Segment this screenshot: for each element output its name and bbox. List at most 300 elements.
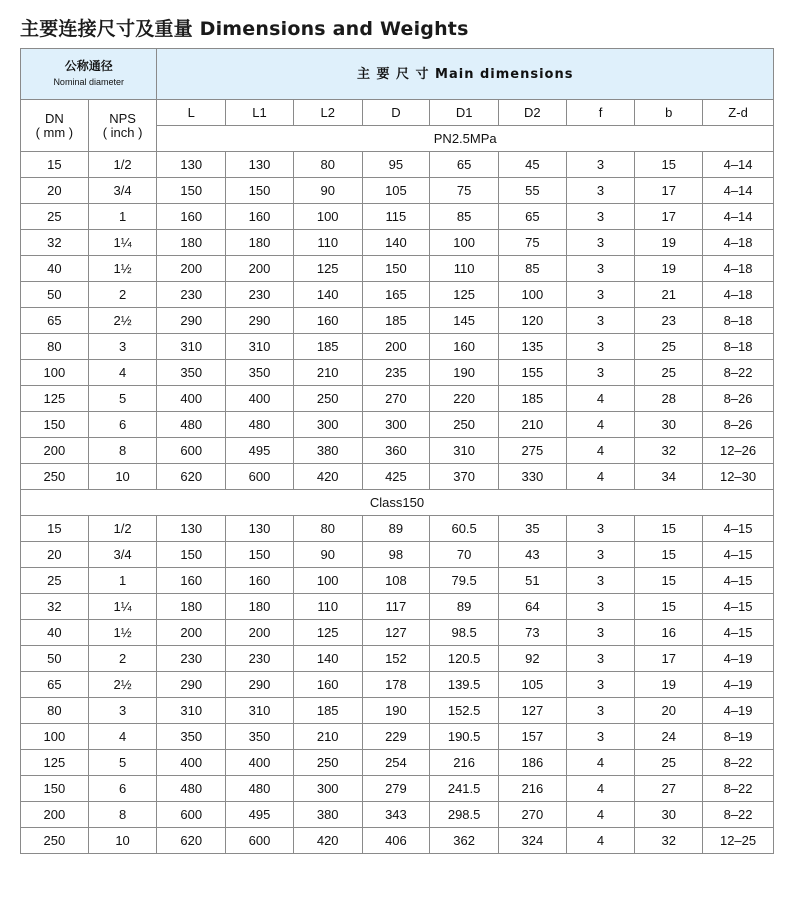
table-cell: 400	[226, 750, 294, 776]
table-cell: 8–18	[703, 334, 774, 360]
table-row	[21, 230, 774, 256]
table-cell: 360	[362, 438, 430, 464]
table-cell: 20	[635, 698, 703, 724]
table-cell: 110	[293, 594, 362, 620]
table-cell: 400	[157, 750, 226, 776]
table-cell: 178	[362, 672, 430, 698]
table-cell: 35	[498, 516, 566, 542]
table-cell: 40	[21, 620, 89, 646]
table-cell: 150	[226, 542, 294, 568]
table-cell: 4–14	[703, 152, 774, 178]
table-cell: 127	[498, 698, 566, 724]
table-cell: 190	[430, 360, 499, 386]
table-cell: 8–22	[703, 776, 774, 802]
table-cell: 200	[362, 334, 430, 360]
table-cell: 8–26	[703, 386, 774, 412]
table-cell: 19	[635, 230, 703, 256]
table-row	[21, 776, 774, 802]
table-cell: 300	[293, 776, 362, 802]
table-cell: 15	[635, 542, 703, 568]
table-cell: 241.5	[430, 776, 499, 802]
main-dimensions-label: 主 要 尺 寸 Main dimensions	[356, 66, 574, 82]
table-cell: 4–15	[703, 542, 774, 568]
table-cell: 350	[226, 724, 294, 750]
table-cell: 1/2	[88, 152, 157, 178]
table-cell: 125	[293, 620, 362, 646]
table-cell: 4–18	[703, 230, 774, 256]
table-cell: 250	[21, 828, 89, 854]
table-cell: 125	[21, 386, 89, 412]
table-cell: 1	[88, 568, 157, 594]
table-cell: 4–19	[703, 646, 774, 672]
table-cell: 80	[21, 334, 89, 360]
table-row	[21, 334, 774, 360]
table-row	[21, 672, 774, 698]
table-row	[21, 412, 774, 438]
table-cell: 310	[157, 698, 226, 724]
table-cell: 19	[635, 672, 703, 698]
table-cell: 330	[498, 464, 566, 490]
table-cell: 105	[498, 672, 566, 698]
table-cell: 80	[293, 516, 362, 542]
table-cell: 100	[21, 360, 89, 386]
table-row	[21, 698, 774, 724]
table-cell: 15	[21, 152, 89, 178]
table-cell: 200	[226, 620, 294, 646]
table-cell: 3	[566, 594, 635, 620]
table-cell: 3	[88, 334, 157, 360]
table-cell: 3	[566, 724, 635, 750]
table-cell: 250	[293, 750, 362, 776]
table-cell: 4–14	[703, 204, 774, 230]
table-cell: 15	[635, 568, 703, 594]
table-row	[21, 620, 774, 646]
table-cell: 79.5	[430, 568, 499, 594]
table-row	[21, 178, 774, 204]
table-cell: 275	[498, 438, 566, 464]
table-cell: 125	[293, 256, 362, 282]
column-header-b: b	[635, 100, 703, 126]
table-cell: 4	[566, 386, 635, 412]
table-cell: 150	[157, 178, 226, 204]
section-label: Class150	[21, 490, 774, 516]
table-row	[21, 594, 774, 620]
table-cell: 8–18	[703, 308, 774, 334]
table-cell: 60.5	[430, 516, 499, 542]
table-cell: 152	[362, 646, 430, 672]
table-cell: 89	[430, 594, 499, 620]
table-cell: 216	[430, 750, 499, 776]
table-cell: 343	[362, 802, 430, 828]
table-cell: 12–26	[703, 438, 774, 464]
table-cell: 3	[566, 672, 635, 698]
table-cell: 73	[498, 620, 566, 646]
table-cell: 216	[498, 776, 566, 802]
table-cell: 130	[226, 516, 294, 542]
table-cell: 3	[566, 230, 635, 256]
table-cell: 140	[362, 230, 430, 256]
table-cell: 85	[430, 204, 499, 230]
table-cell: 50	[21, 646, 89, 672]
table-cell: 4	[566, 802, 635, 828]
table-cell: 210	[498, 412, 566, 438]
table-cell: 3/4	[88, 542, 157, 568]
table-cell: 32	[21, 230, 89, 256]
table-cell: 380	[293, 802, 362, 828]
table-cell: 420	[293, 828, 362, 854]
table-cell: 186	[498, 750, 566, 776]
table-cell: 160	[226, 204, 294, 230]
table-cell: 160	[226, 568, 294, 594]
table-cell: 270	[498, 802, 566, 828]
table-cell: 270	[362, 386, 430, 412]
table-cell: 3	[566, 282, 635, 308]
table-cell: 3	[566, 256, 635, 282]
table-cell: 160	[293, 672, 362, 698]
table-cell: 75	[430, 178, 499, 204]
table-cell: 620	[157, 828, 226, 854]
table-cell: 100	[293, 568, 362, 594]
dn-unit: ( mm )	[35, 124, 74, 140]
table-cell: 65	[430, 152, 499, 178]
table-cell: 139.5	[430, 672, 499, 698]
table-cell: 4–14	[703, 178, 774, 204]
nps-label: NPS	[109, 110, 136, 126]
table-row	[21, 750, 774, 776]
table-cell: 45	[498, 152, 566, 178]
table-cell: 100	[430, 230, 499, 256]
table-cell: 130	[157, 516, 226, 542]
table-cell: 4	[566, 750, 635, 776]
table-cell: 92	[498, 646, 566, 672]
table-cell: 1¼	[88, 594, 157, 620]
table-cell: 51	[498, 568, 566, 594]
table-cell: 420	[293, 464, 362, 490]
table-cell: 250	[430, 412, 499, 438]
table-cell: 4	[566, 438, 635, 464]
column-header-d: D	[362, 100, 430, 126]
column-header-d1: D1	[430, 100, 499, 126]
table-cell: 200	[157, 620, 226, 646]
table-cell: 17	[635, 178, 703, 204]
table-cell: 17	[635, 204, 703, 230]
table-cell: 8–19	[703, 724, 774, 750]
table-cell: 185	[498, 386, 566, 412]
column-header-l2: L2	[293, 100, 362, 126]
table-cell: 230	[157, 646, 226, 672]
table-row	[21, 152, 774, 178]
table-cell: 380	[293, 438, 362, 464]
nominal-diameter-header	[21, 49, 157, 100]
table-cell: 21	[635, 282, 703, 308]
table-cell: 25	[635, 750, 703, 776]
table-cell: 350	[226, 360, 294, 386]
column-header-l1: L1	[226, 100, 294, 126]
table-cell: 480	[157, 412, 226, 438]
column-header-f: f	[566, 100, 635, 126]
table-cell: 100	[293, 204, 362, 230]
table-cell: 8	[88, 438, 157, 464]
table-cell: 425	[362, 464, 430, 490]
table-cell: 8–22	[703, 750, 774, 776]
table-cell: 125	[21, 750, 89, 776]
dimensions-table	[20, 48, 774, 854]
table-cell: 180	[157, 594, 226, 620]
table-cell: 23	[635, 308, 703, 334]
table-cell: 310	[430, 438, 499, 464]
table-cell: 4	[566, 464, 635, 490]
table-cell: 4	[88, 724, 157, 750]
table-row	[21, 568, 774, 594]
table-cell: 3	[566, 698, 635, 724]
table-cell: 85	[498, 256, 566, 282]
table-cell: 120.5	[430, 646, 499, 672]
table-cell: 210	[293, 360, 362, 386]
table-row	[21, 360, 774, 386]
table-cell: 298.5	[430, 802, 499, 828]
table-cell: 165	[362, 282, 430, 308]
table-cell: 90	[293, 542, 362, 568]
table-cell: 65	[21, 308, 89, 334]
table-cell: 185	[362, 308, 430, 334]
nps-unit: ( inch )	[102, 124, 143, 140]
table-cell: 279	[362, 776, 430, 802]
table-cell: 3	[88, 698, 157, 724]
table-cell: 15	[635, 594, 703, 620]
table-cell: 3	[566, 620, 635, 646]
table-cell: 3	[566, 646, 635, 672]
table-cell: 185	[293, 698, 362, 724]
table-cell: 6	[88, 776, 157, 802]
table-cell: 495	[226, 802, 294, 828]
table-cell: 2½	[88, 308, 157, 334]
table-cell: 8–22	[703, 802, 774, 828]
table-cell: 43	[498, 542, 566, 568]
table-cell: 110	[430, 256, 499, 282]
table-cell: 4–15	[703, 516, 774, 542]
table-cell: 90	[293, 178, 362, 204]
table-row	[21, 828, 774, 854]
table-cell: 4–18	[703, 256, 774, 282]
table-cell: 145	[430, 308, 499, 334]
table-cell: 130	[226, 152, 294, 178]
table-row	[21, 204, 774, 230]
table-cell: 150	[226, 178, 294, 204]
main-dimensions-header	[157, 49, 774, 100]
table-cell: 30	[635, 802, 703, 828]
table-cell: 210	[293, 724, 362, 750]
table-cell: 15	[635, 152, 703, 178]
table-row	[21, 438, 774, 464]
table-cell: 32	[21, 594, 89, 620]
table-cell: 8–26	[703, 412, 774, 438]
table-cell: 5	[88, 386, 157, 412]
table-cell: 1/2	[88, 516, 157, 542]
table-cell: 235	[362, 360, 430, 386]
table-cell: 300	[293, 412, 362, 438]
table-cell: 4–15	[703, 568, 774, 594]
table-cell: 310	[226, 698, 294, 724]
table-cell: 65	[498, 204, 566, 230]
section-header-row	[21, 490, 774, 516]
table-cell: 27	[635, 776, 703, 802]
table-cell: 24	[635, 724, 703, 750]
table-cell: 140	[293, 282, 362, 308]
table-cell: 115	[362, 204, 430, 230]
table-cell: 300	[362, 412, 430, 438]
table-row	[21, 516, 774, 542]
table-cell: 25	[635, 334, 703, 360]
table-cell: 310	[157, 334, 226, 360]
table-cell: 150	[157, 542, 226, 568]
table-cell: 3	[566, 308, 635, 334]
nominal-diameter-en: Nominal diameter	[53, 77, 124, 87]
table-cell: 200	[21, 802, 89, 828]
table-cell: 406	[362, 828, 430, 854]
table-cell: 180	[157, 230, 226, 256]
table-cell: 127	[362, 620, 430, 646]
table-cell: 4–19	[703, 672, 774, 698]
table-cell: 495	[226, 438, 294, 464]
table-cell: 25	[21, 568, 89, 594]
table-cell: 12–25	[703, 828, 774, 854]
table-cell: 362	[430, 828, 499, 854]
table-cell: 150	[21, 776, 89, 802]
table-cell: 2	[88, 646, 157, 672]
table-cell: 160	[293, 308, 362, 334]
table-cell: 290	[157, 308, 226, 334]
table-cell: 400	[157, 386, 226, 412]
nominal-diameter-cn: 公称通径	[64, 59, 113, 73]
table-cell: 4–15	[703, 620, 774, 646]
table-cell: 254	[362, 750, 430, 776]
table-cell: 70	[430, 542, 499, 568]
table-cell: 400	[226, 386, 294, 412]
table-cell: 157	[498, 724, 566, 750]
column-header-d2: D2	[498, 100, 566, 126]
table-cell: 4	[566, 828, 635, 854]
table-row	[21, 386, 774, 412]
table-cell: 12–30	[703, 464, 774, 490]
table-cell: 290	[157, 672, 226, 698]
table-cell: 620	[157, 464, 226, 490]
table-cell: 4–18	[703, 282, 774, 308]
table-cell: 190.5	[430, 724, 499, 750]
table-row	[21, 646, 774, 672]
table-cell: 160	[157, 204, 226, 230]
table-cell: 125	[430, 282, 499, 308]
table-cell: 50	[21, 282, 89, 308]
table-cell: 2	[88, 282, 157, 308]
table-cell: 40	[21, 256, 89, 282]
table-cell: 8	[88, 802, 157, 828]
table-cell: 229	[362, 724, 430, 750]
table-cell: 160	[430, 334, 499, 360]
table-cell: 600	[157, 802, 226, 828]
table-cell: 16	[635, 620, 703, 646]
table-cell: 370	[430, 464, 499, 490]
table-cell: 5	[88, 750, 157, 776]
table-cell: 600	[226, 828, 294, 854]
table-cell: 20	[21, 178, 89, 204]
table-cell: 120	[498, 308, 566, 334]
table-row	[21, 256, 774, 282]
table-cell: 25	[21, 204, 89, 230]
table-cell: 290	[226, 308, 294, 334]
table-cell: 108	[362, 568, 430, 594]
dn-header	[21, 100, 89, 152]
table-cell: 185	[293, 334, 362, 360]
table-cell: 180	[226, 594, 294, 620]
table-cell: 4–19	[703, 698, 774, 724]
table-cell: 180	[226, 230, 294, 256]
table-cell: 480	[226, 412, 294, 438]
table-cell: 250	[21, 464, 89, 490]
table-cell: 350	[157, 724, 226, 750]
section-label: PN2.5MPa	[157, 126, 774, 152]
header-row-top	[21, 49, 774, 100]
table-cell: 4	[566, 412, 635, 438]
table-cell: 200	[157, 256, 226, 282]
table-cell: 3	[566, 334, 635, 360]
table-row	[21, 308, 774, 334]
table-cell: 200	[226, 256, 294, 282]
table-cell: 190	[362, 698, 430, 724]
table-cell: 150	[21, 412, 89, 438]
nps-header	[88, 100, 157, 152]
table-row	[21, 464, 774, 490]
column-header-z-d: Z-d	[703, 100, 774, 126]
table-cell: 1	[88, 204, 157, 230]
table-cell: 290	[226, 672, 294, 698]
table-cell: 230	[157, 282, 226, 308]
table-cell: 1¼	[88, 230, 157, 256]
table-cell: 155	[498, 360, 566, 386]
table-cell: 3	[566, 152, 635, 178]
table-row	[21, 802, 774, 828]
table-cell: 3	[566, 204, 635, 230]
table-cell: 150	[362, 256, 430, 282]
table-cell: 64	[498, 594, 566, 620]
table-cell: 100	[21, 724, 89, 750]
table-cell: 80	[293, 152, 362, 178]
table-cell: 230	[226, 282, 294, 308]
table-cell: 3	[566, 178, 635, 204]
table-cell: 4–15	[703, 594, 774, 620]
table-row	[21, 542, 774, 568]
table-cell: 20	[21, 542, 89, 568]
table-cell: 105	[362, 178, 430, 204]
table-cell: 55	[498, 178, 566, 204]
page-title: 主要连接尺寸及重量 Dimensions and Weights	[20, 18, 469, 40]
table-row	[21, 282, 774, 308]
table-cell: 480	[157, 776, 226, 802]
column-header-row	[21, 100, 774, 126]
table-cell: 28	[635, 386, 703, 412]
table-cell: 1½	[88, 620, 157, 646]
table-body	[21, 49, 774, 854]
table-cell: 3	[566, 360, 635, 386]
table-cell: 34	[635, 464, 703, 490]
table-cell: 80	[21, 698, 89, 724]
table-cell: 19	[635, 256, 703, 282]
table-cell: 117	[362, 594, 430, 620]
table-cell: 3	[566, 568, 635, 594]
table-cell: 98	[362, 542, 430, 568]
table-cell: 4	[566, 776, 635, 802]
table-cell: 135	[498, 334, 566, 360]
table-cell: 4	[88, 360, 157, 386]
